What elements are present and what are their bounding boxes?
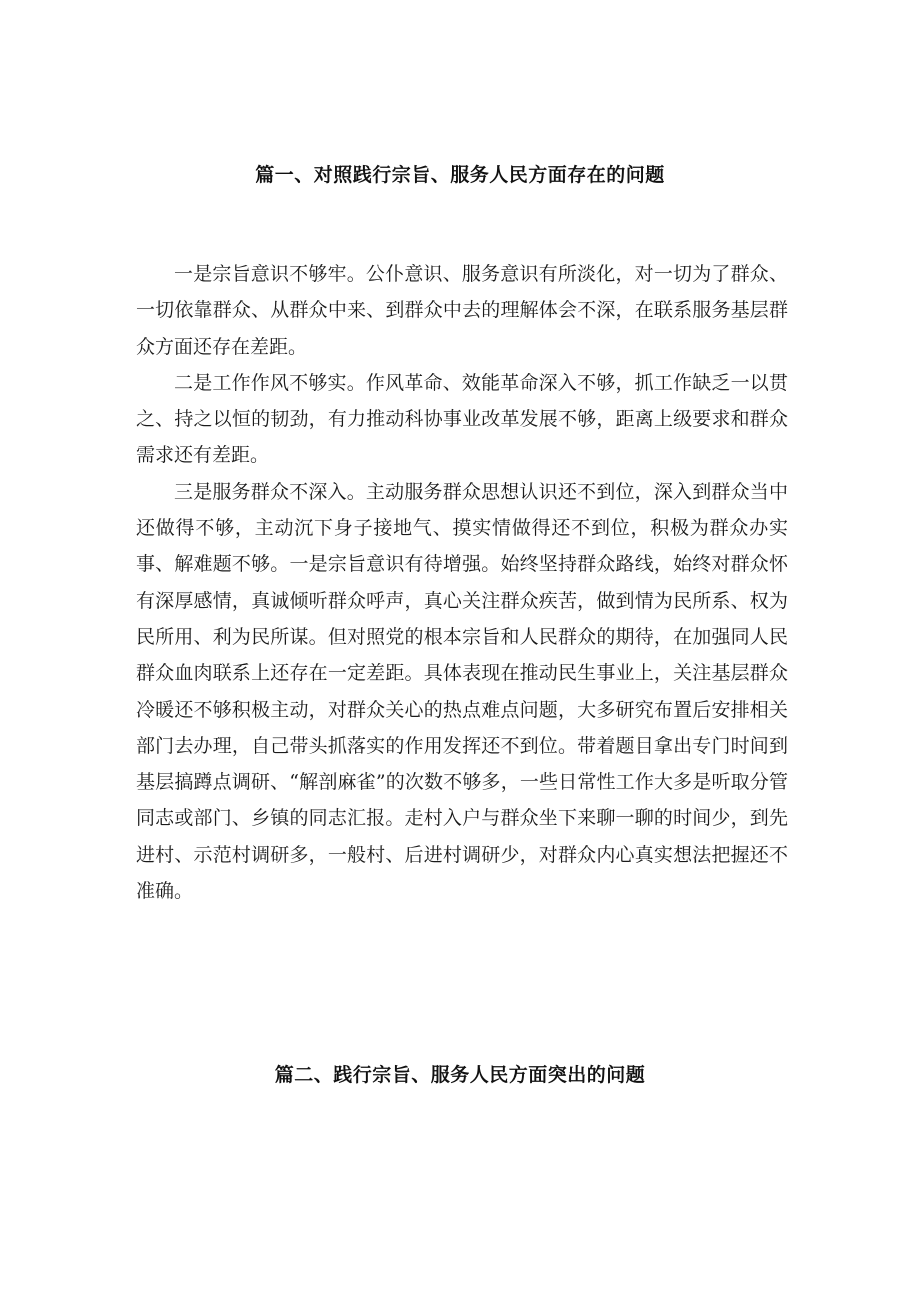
paragraph-2: 二是工作作风不够实。作风革命、效能革命深入不够，抓工作缺乏一以贯之、持之以恒的韧劲，有力推动科协事业改革发展不够，距离上级要求和群众需求还有差距。 [136, 371, 788, 467]
section-heading-1: 篇一、对照践行宗旨、服务人民方面存在的问题 [255, 164, 665, 186]
paragraph-1: 一是宗旨意识不够牢。公仆意识、服务意识有所淡化，对一切为了群众、一切依靠群众、从群众中来、到群众中去的理解体会不深，在联系服务基层群众方面还存在差距。 [136, 263, 788, 358]
section-heading-2: 篇二、践行宗旨、服务人民方面突出的问题 [274, 1064, 646, 1086]
paragraph-3: 三是服务群众不深入。主动服务群众思想认识还不到位，深入到群众当中还做得不够，主动沉下身子接地气、摸实情做得还不到位，积极为群众办实事、解难题不够。一是宗旨意识有待增强。始终坚持群众路线，始终对群众怀有深厚感情，真诚倾听群众呼声，真心关注群众疾苦，做到情为民所系、权为民所用、利为民所谋。但对照党的根本宗旨和人民群众的期待，在加强同人民群众血肉联系上还存在一定差距。具体表现在推动民生事业上，关注基层群众冷暖还不够积极主动，对群众关心的热点难点问题，大多研究布置后安排相关部门去办理，自己带头抓落实的作用发挥还不到位。带着题目拿出专门时间到基层搞蹲点调研、“解剖麻雀”的次数不够多，一些日常性工作大多是听取分管同志或部门、乡镇的同志汇报。走村入户与群众坐下来聊一聊的时间少，到先进村、示范村调研多，一般村、后进村调研少，对群众内心真实想法把握还不准确。 [136, 480, 788, 903]
body-text [136, 256, 788, 909]
